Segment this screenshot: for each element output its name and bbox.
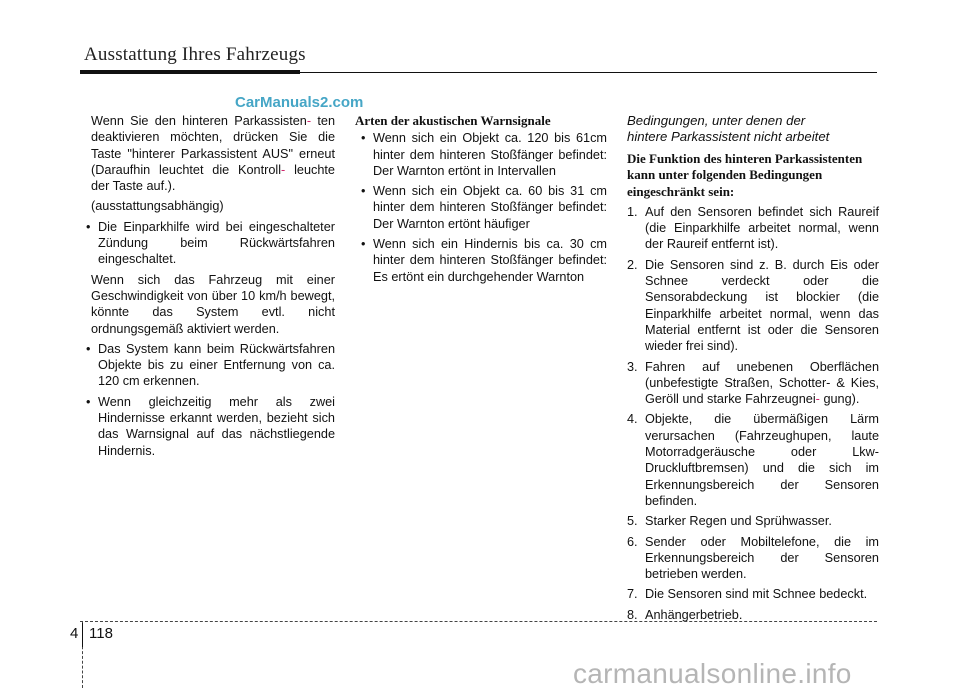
list-item <box>627 534 879 583</box>
bullet-activation: • Die Einparkhilfe wird bei eingeschalteter Zündung beim Rückwärtsfahren eingeschaltet. <box>80 219 335 268</box>
page-number: 118 <box>89 625 113 642</box>
text-run: leuchte der Taste auf.). <box>91 162 335 194</box>
list-number: 7. <box>627 587 638 602</box>
list-item <box>627 411 879 509</box>
list-text: Die Sensoren sind mit Schnee bedeckt. <box>645 587 868 602</box>
bullet-multiple-obstacles: • Wenn gleichzeitig mehr als zwei Hindernisse erkannt werden, bezieht sich das Warnsignal auf das nächstliegende Hindernis. <box>80 394 335 459</box>
list-number: 8. <box>627 607 638 622</box>
heading-warning-signals: Arten der akustischen Warnsignale <box>355 113 551 128</box>
list-text: Starker Regen und Sprühwasser. <box>645 514 832 529</box>
paragraph-deactivate <box>80 113 335 194</box>
bullet-signal-1: • Wenn sich ein Objekt ca. 120 bis 61cm hinter dem hinteren Stoßfänger befindet: Der Warnton ertönt in Intervallen <box>355 130 607 179</box>
list-item <box>627 204 879 253</box>
list-number: 1. <box>627 204 638 219</box>
list-text: Anhängerbetrieb. <box>645 607 743 622</box>
bullet-signal-3: • Wenn sich ein Hindernis bis ca. 30 cm hinter dem hinteren Stoßfänger befindet: Es ertönt ein durchgehender Warnton <box>355 236 607 285</box>
hyphen-mark: - <box>281 162 286 177</box>
list-text: Die Sensoren sind z. B. durch Eis oder Schnee verdeckt oder die Sensorabdeckung ist blockier (die Einparkhilfe arbeitet normal, wenn das Material entfernt ist oder die Sensoren wieder frei sind). <box>645 257 879 354</box>
text-run: ten deaktivieren möchten, drücken Sie die Taste "hinterer Parkassistent AUS" erneut (Daraufhin leuchtet die Kontroll <box>91 114 335 177</box>
section-heading-line: hintere Parkassistent nicht arbeitet <box>627 129 830 144</box>
list-number: 4. <box>627 412 638 427</box>
list-item <box>627 359 879 408</box>
chapter-number: 4 <box>70 625 79 642</box>
list-number: 6. <box>627 534 638 549</box>
page-header-title: Ausstattung Ihres Fahrzeugs <box>84 44 306 65</box>
watermark-top: CarManuals2.com <box>235 94 364 111</box>
list-number: 5. <box>627 514 638 529</box>
header-rule-thin <box>80 72 877 73</box>
list-text: Objekte, die übermäßigen Lärm verursachen (Fahrzeughupen, laute Motorradgeräusche oder Lkw-Druckluftbremsen) und die sich im Erkennungsbereich der Sensoren befinden. <box>645 412 879 508</box>
watermark-bottom: carmanualsonline.info <box>573 658 852 689</box>
bullet-detection-range: • Das System kann beim Rückwärtsfahren Objekte bis zu einer Entfernung von ca. 120 cm erkennen. <box>80 341 335 390</box>
list-text: gung). <box>823 392 860 407</box>
list-text: Auf den Sensoren befindet sich Raureif (die Einparkhilfe arbeitet normal, wenn der Raureif entfernt ist). <box>645 204 879 252</box>
hyphen-mark: - <box>815 392 820 407</box>
page-number-separator <box>82 623 83 647</box>
conditions-intro: Die Funktion des hinteren Parkassistenten kann unter folgenden Bedingungen eingeschränkt sein: <box>627 151 863 199</box>
paragraph-equipment-note: (ausstattungsabhängig) <box>91 199 224 214</box>
list-number: 2. <box>627 257 638 272</box>
list-text: Sender oder Mobiltelefone, die im Erkennungsbereich der Sensoren betrieben werden. <box>645 534 879 582</box>
section-heading <box>627 113 879 145</box>
list-number: 3. <box>627 359 638 374</box>
list-text: Fahren auf unebenen Oberflächen (unbefestigte Straßen, Schotter- & Kies, Geröll und starke Fahrzeugnei <box>645 359 879 407</box>
column-left <box>80 113 335 463</box>
hyphen-mark: - <box>306 114 312 128</box>
list-item <box>627 586 879 602</box>
column-middle <box>355 113 607 289</box>
paragraph-speed-note: Wenn sich das Fahrzeug mit einer Geschwindigkeit von über 10 km/h bewegt, könnte das System evtl. nicht ordnungsgemäß aktiviert werden. <box>91 272 335 336</box>
bullet-signal-2: • Wenn sich ein Objekt ca. 60 bis 31 cm hinter dem hinteren Stoßfänger befindet: Der Warnton ertönt häufiger <box>355 183 607 232</box>
list-item <box>627 513 879 529</box>
footer-rule <box>80 621 877 622</box>
list-item <box>627 257 879 355</box>
text-run: Wenn Sie den hinteren Parkassisten <box>91 114 307 128</box>
column-right <box>627 113 879 627</box>
section-heading-line: Bedingungen, unter denen der <box>627 113 806 128</box>
